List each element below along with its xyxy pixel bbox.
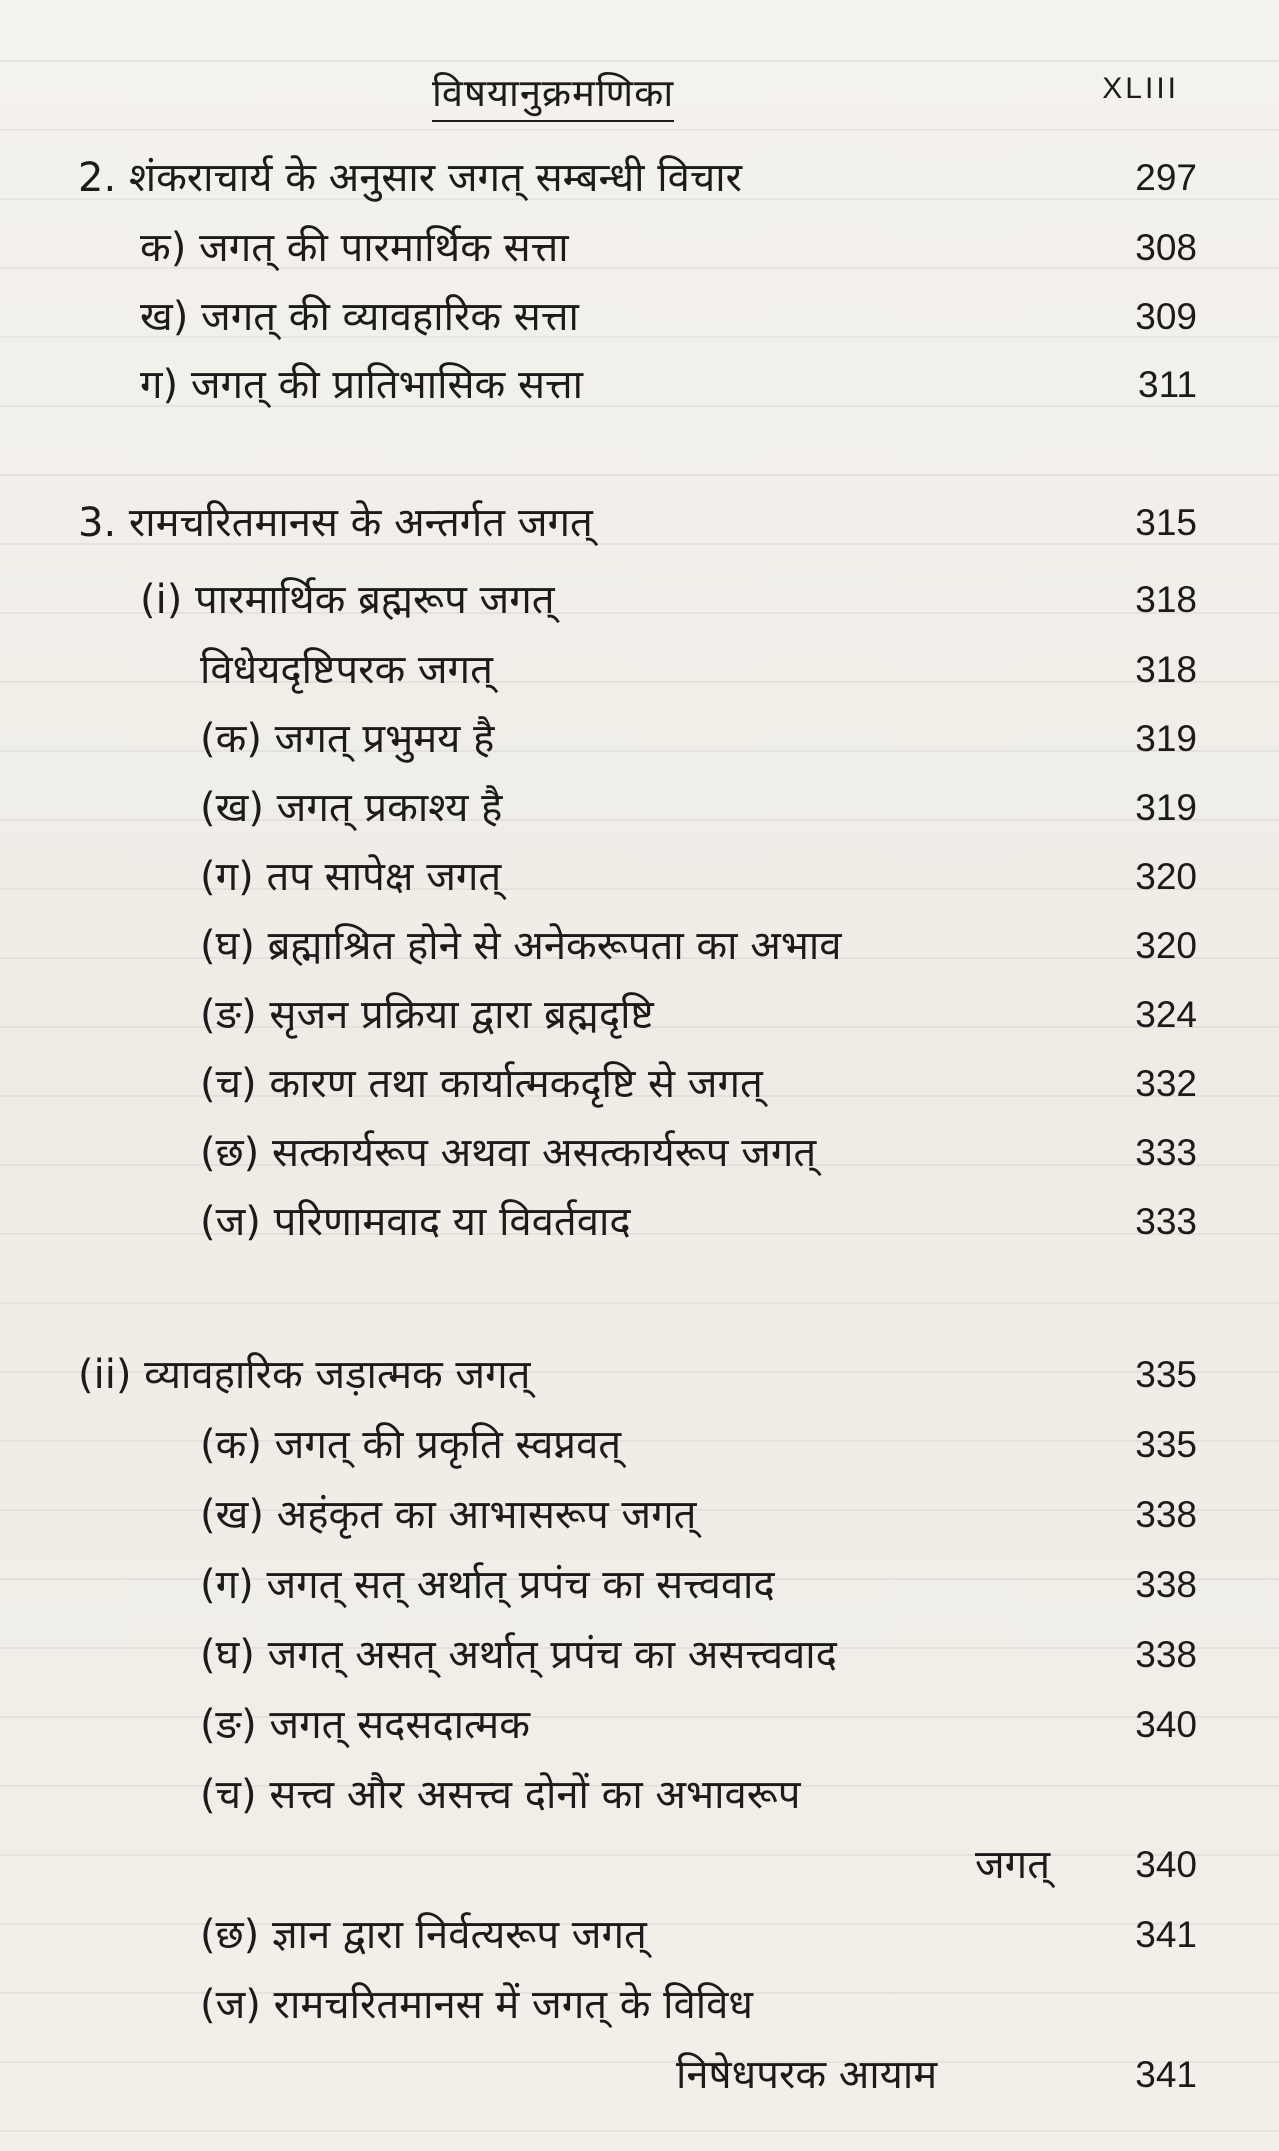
toc-entry [0,218,1279,278]
toc-entry-page: 338 [1135,1494,1197,1535]
toc-entry-label: (च) कारण तथा कार्यात्मकदृष्टि से जगत् [200,1061,763,1107]
toc-entry [0,1485,1279,1545]
toc-entry-label: (च) सत्त्व और असत्त्व दोनों का अभावरूप [200,1772,801,1818]
toc-entry [0,148,1279,208]
toc-entry-label: (क) जगत् की प्रकृति स्वप्नवत् [200,1422,622,1468]
toc-entry [0,1695,1279,1755]
toc-entry-page: 335 [1135,1354,1197,1395]
toc-entry-label: (ख) अहंकृत का आभासरूप जगत् [200,1492,697,1538]
toc-entry-label: ख) जगत् की व्यावहारिक सत्ता [140,294,579,340]
toc-entry-label: (ii) व्यावहारिक जड़ात्मक जगत् [78,1352,531,1398]
toc-entry [0,287,1279,347]
folio-number: XLIII [1102,72,1179,105]
toc-entry-page: 341 [1135,2054,1197,2095]
toc-entry [0,1765,1279,1825]
toc-entry-label: (क) जगत् प्रभुमय है [200,716,495,762]
running-header [0,62,1279,122]
toc-entry [0,570,1279,630]
toc-entry [0,916,1279,976]
toc-entry-label: निषेधपरक आयाम [676,2052,938,2098]
toc-entry [0,1905,1279,1965]
toc-entry-label: विधेयदृष्टिपरक जगत् [200,647,493,693]
toc-entry-label: (घ) जगत् असत् अर्थात् प्रपंच का असत्त्ववाद [200,1632,837,1678]
toc-entry-page: 315 [1135,502,1197,543]
toc-entry-label: (ङ) जगत् सदसदात्मक [200,1702,530,1748]
toc-entry-label: (i) पारमार्थिक ब्रह्मरूप जगत् [140,577,555,623]
toc-entry-label: (ज) रामचरितमानस में जगत् के विविध [200,1982,753,2028]
toc-entry-label: क) जगत् की पारमार्थिक सत्ता [140,225,569,271]
toc-entry-label: (ख) जगत् प्रकाश्य है [200,785,503,831]
toc-entry-page: 318 [1135,649,1197,690]
toc-entry-page: 319 [1135,718,1197,759]
toc-entry-label: (छ) ज्ञान द्वारा निर्वत्यरूप जगत् [200,1912,647,1958]
toc-entry-label: (ज) परिणामवाद या विवर्तवाद [200,1199,631,1245]
toc-entry-page: 319 [1135,787,1197,828]
toc-entry [0,985,1279,1045]
toc-entry-page: 320 [1135,856,1197,897]
toc-entry-page: 332 [1135,1063,1197,1104]
toc-entry-page: 324 [1135,994,1197,1035]
toc-entry-page: 297 [1135,157,1197,198]
running-title: विषयानुक्रमणिका [432,66,674,122]
toc-entry-page: 311 [1138,364,1197,405]
toc-entry-label: 3. रामचरितमानस के अन्तर्गत जगत् [78,500,593,546]
toc-entry-page: 335 [1135,1424,1197,1465]
toc-entry-label: (ग) तप सापेक्ष जगत् [200,854,502,900]
toc-entry-label: (ङ) सृजन प्रक्रिया द्वारा ब्रह्मदृष्टि [200,992,654,1038]
toc-entry [0,493,1279,553]
toc-entry [0,778,1279,838]
toc-entry-page: 333 [1135,1132,1197,1173]
toc-entry-label: जगत् [975,1842,1050,1888]
toc-entry-continuation [0,1835,1279,1895]
toc-entry [0,1555,1279,1615]
toc-entry [0,709,1279,769]
toc-entry-label: (घ) ब्रह्माश्रित होने से अनेकरूपता का अभाव [200,923,842,969]
toc-entry [0,1625,1279,1685]
toc-entry-page: 309 [1135,296,1197,337]
toc-entry-label: 2. शंकराचार्य के अनुसार जगत् सम्बन्धी विचार [78,155,742,201]
toc-entry-page: 341 [1135,1914,1197,1955]
toc-entry-page: 308 [1135,227,1197,268]
toc-entry-label: (ग) जगत् सत् अर्थात् प्रपंच का सत्त्ववाद [200,1562,775,1608]
toc-entry-continuation [0,2045,1279,2105]
toc-entry-page: 338 [1135,1634,1197,1675]
toc-entry [0,1192,1279,1252]
toc-entry [0,847,1279,907]
toc-entry-label: (छ) सत्कार्यरूप अथवा असत्कार्यरूप जगत् [200,1130,817,1176]
toc-entry [0,1054,1279,1114]
toc-entry [0,1415,1279,1475]
toc-entry [0,1345,1279,1405]
toc-entry [0,1123,1279,1183]
toc-entry [0,640,1279,700]
toc-entry-page: 338 [1135,1564,1197,1605]
toc-entry-page: 333 [1135,1201,1197,1242]
toc-entry-page: 320 [1135,925,1197,966]
toc-entry [0,1975,1279,2035]
toc-entry [0,355,1279,415]
toc-entry-label: ग) जगत् की प्रातिभासिक सत्ता [140,362,583,408]
toc-entry-page: 318 [1135,579,1197,620]
toc-entry-page: 340 [1135,1704,1197,1745]
toc-entry-page: 340 [1135,1844,1197,1885]
